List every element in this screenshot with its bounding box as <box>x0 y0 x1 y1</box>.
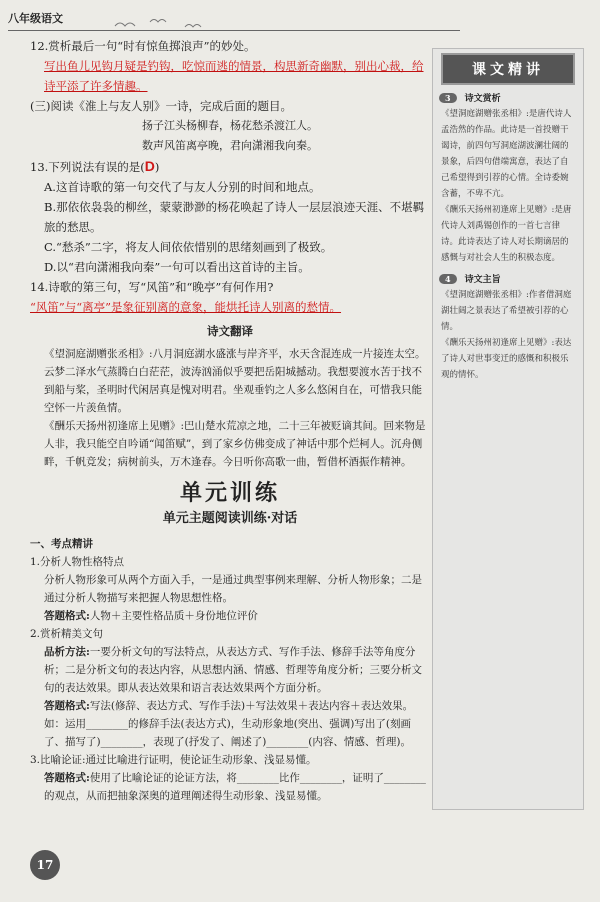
point-3-format: 答题格式:使用了比喻论证的论证方法，将________比作________，证明了________的观点，从而把抽象深奥的道理阐述得生动形象、浅显易懂。 <box>44 772 426 802</box>
point-1-text: 分析人物形象可从两个方面入手，一是通过典型事例来理解、分析人物形象；二是通过分析人物描写来把握人物思想性格。 <box>44 574 422 604</box>
section-number-badge: 3 <box>439 93 457 103</box>
unit-subtitle: 单元主题阅读训练·对话 <box>162 511 298 526</box>
poem-line-1: 扬子江头杨柳春，杨花愁杀渡江人。 <box>142 119 318 132</box>
q13: 13.下列说法有误的是(D) <box>30 158 160 174</box>
point-2-method: 品析方法:一要分析文句的写法特点，从表达方式、写作手法、修辞手法等角度分析；二是分析文句的表达内容，从思想内涵、情感、哲理等角度分析；三要分析文句的表达效果。即从表达效果和语言表达效果两个方面分析。 <box>44 646 422 694</box>
point-3: 3.比喻论证:通过比喻进行证明，使论证生动形象、浅显易懂。 <box>30 754 317 766</box>
sidebar-section-4-text: 《望洞庭湖赠张丞相》:作者借洞庭湖壮阔之景表达了希望被引荐的心情。 <box>441 290 572 332</box>
translation-title: 诗文翻译 <box>207 324 253 338</box>
unit-title: 单元训练 <box>179 480 280 506</box>
sidebar-title: 课文精讲 <box>441 53 575 85</box>
main-content <box>30 36 430 805</box>
reading-3: (三)阅读《淮上与友人别》一诗，完成后面的题目。 <box>30 99 292 113</box>
sidebar-section-3-text-2: 《酬乐天扬州初逢席上见赠》:是唐代诗人刘禹锡创作的一首七言律诗。此诗表达了诗人对长期谪居的感慨与对社会人生的积极态度。 <box>441 205 572 263</box>
poem-line-2: 数声风笛离亭晚，君向潇湘我向秦。 <box>142 139 318 152</box>
q13-answer: D <box>144 158 155 174</box>
point-1: 1.分析人物性格特点 <box>30 556 125 568</box>
section-1-heading: 一、考点精讲 <box>30 538 93 550</box>
header-rule <box>8 30 460 31</box>
sidebar-section-3-text: 《望洞庭湖赠张丞相》:是唐代诗人孟浩然的作品。此诗是一首投赠干谒诗，前四句写洞庭湖波澜壮阔的景象，后四句借端寓意，表达了自己希望得到引荐的心情。全诗委婉含蓄，不卑不亢。 <box>441 109 572 199</box>
translation-p1: 《望洞庭湖赠张丞相》:八月洞庭湖水盛涨与岸齐平，水天含混连成一片接连太空。云梦二泽水气蒸腾白白茫茫，波涛汹涌似乎要把岳阳城撼动。我想要渡水苦于找不到船与桨，圣明时代闲居真是愧对明君。坐观垂钓之人多么悠闲自在，可惜我只能空怀一片羡鱼情。 <box>44 348 426 414</box>
translation-p2: 《酬乐天扬州初逢席上见赠》:巴山楚水荒凉之地，二十三年被贬谪其间。回来物是人非，我只能空自吟诵“闻笛赋”，到了家乡仿佛变成了神话中那个烂柯人。沉舟侧畔，千帆竞发；病树前头，万木逢春。今日听你高歌一曲，暂借杯酒振作精神。 <box>44 420 426 468</box>
point-1-format: 答题格式:人物＋主要性格品质＋身份地位评价 <box>44 610 258 622</box>
section-number-badge: 4 <box>439 274 457 284</box>
sidebar-panel <box>432 48 584 810</box>
q12: 12.赏析最后一句“时有惊鱼掷浪声”的妙处。 <box>30 39 256 53</box>
grade-header: 八年级语文 <box>8 12 63 25</box>
q13-option-a: A.这首诗歌的第一句交代了与友人分别的时间和地点。 <box>44 180 321 194</box>
q14-answer: “风笛”与“离亭”是象征别离的意象，能烘托诗人别离的愁情。 <box>30 300 342 314</box>
sidebar-section-4: 4 诗文主旨 <box>439 272 577 285</box>
q13-option-b: B.那依依袅袅的柳丝，蒙蒙渺渺的杨花唤起了诗人一层层浪迹天涯、不堪羁旅的愁思。 <box>44 200 425 234</box>
point-2-format: 答题格式:写法(修辞、表达方式、写作手法)＋写法效果＋表达内容＋表达效果。如：运用________的修辞手法(表达方式)，生动形象地(突出、强调)写出了(刻画了、描写了)________，表现了(抒发了、阐述了)________(内容、情感、哲理)。 <box>44 700 414 748</box>
sidebar-section-4-text-2: 《酬乐天扬州初逢席上见赠》:表达了诗人对世事变迁的感慨和积极乐观的情怀。 <box>441 338 572 380</box>
q12-answer: 写出鱼儿见钩月疑是钓钩，吃惊而逃的情景，构思新奇幽默，别出心裁，给诗平添了许多情趣。 <box>44 59 424 93</box>
q13-option-c: C.“愁杀”二字，将友人间依依惜别的思绪刻画到了极致。 <box>44 240 333 254</box>
point-2: 2.赏析精美文句 <box>30 628 104 640</box>
q14: 14.诗歌的第三句，写“风笛”和“晚亭”有何作用? <box>30 280 274 294</box>
page-number: 17 <box>30 850 60 880</box>
sidebar-section-3: 3 诗文赏析 <box>439 91 577 104</box>
q13-option-d: D.以“君向潇湘我向秦”一句可以看出这首诗的主旨。 <box>44 260 310 274</box>
